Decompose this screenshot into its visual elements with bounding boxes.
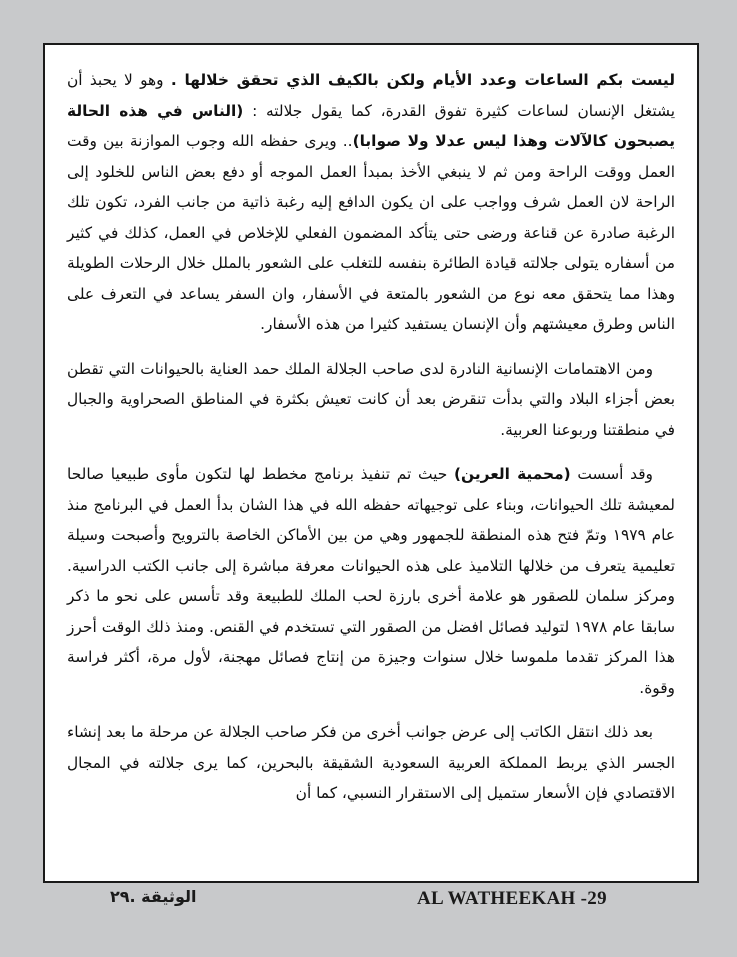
paragraph-1-text-a: وهو لا يحبذ أن يشتغل الإنسان لساعات كثيرة تفوق القدرة، كما يقول جلالته : [67, 71, 676, 120]
paragraph-4: بعد ذلك انتقل الكاتب إلى عرض جوانب أخرى من فكر صاحب الجلالة عن مرحلة ما بعد إنشاء الجسر الذي يربط المملكة العربية السعودية الشقيقة بالبحرين، كما يرى جلالته في المجال الاقتصادي فإن الأسعار ستميل إلى الاستقرار النسبي، كما أن [67, 723, 675, 802]
paragraph-1 [67, 65, 675, 340]
reserve-name: (محمية العرين) [453, 465, 571, 483]
paragraph-1-quote: (الناس في هذه الحالة يصبحون كالآلات وهذا ليس عدلا ولا صوابا) [67, 101, 675, 150]
paragraph-2: ومن الاهتمامات الإنسانية النادرة لدى صاحب الجلالة الملك حمد العناية بالحيوانات التي تقطن بعض أجزاء البلاد والتي بدأت تنقرض بعد أن كانت تعيش بكثرة في المناطق الصحراوية والجبال في منطقتنا وربوعنا العربية. [67, 359, 675, 439]
paragraph-3-text-b: حيث تم تنفيذ برنامج مخطط لها لتكون مأوى طبيعيا صالحا لمعيشة تلك الحيوانات، وبناء على توجيهاته حفظه الله في هذا الشان بدأ العمل في البرنامج منذ عام ١٩٧٩ وتمّ فتح هذه المنطقة للجمهور وهي من بين الأماكن الخاصة بالترويح وأصبحت وسيلة تعليمية يتعرف من خلالها التلاميذ على هذه الحيوانات معرفة مباشرة إلى جانب الكتب الدراسية. ومركز سلمان للصقور هو علامة أخرى بارزة لحب الملك للطبيعة وقد تأسس على نحو ما ذكر سابقا عام ١٩٧٨ لتوليد فصائل افضل من الصقور التي تستخدم في القنص. ومنذ ذلك الوقت أحرز هذا المركز تقدما ملموسا خلال سنوات وجيزة من إنتاج فصائل مهجنة، لأول مرة، أكثر فراسة وقوة. [67, 465, 676, 697]
paragraph-3 [67, 459, 675, 703]
footer-english-title: AL WATHEEKAH -29 [417, 888, 607, 909]
paragraph-1-text-b: .. ويرى حفظه الله وجوب الموازنة بين وقت العمل ووقت الراحة ومن ثم لا ينبغي الأخذ بمبدأ العمل الموجه أو دفع بعض الناس للخلود إلى الراحة لان العمل شرف وواجب على ان يكون الدافع إليه رغبة ذاتية من جانب الفرد، تكون تلك الرغبة صادرة عن قناعة ورضى حتى يتأكد المضمون الفعلي للإخلاص في العمل، كذلك في كثير من أسفاره يتولى جلالته قيادة الطائرة بنفسه للتغلب على الشعور بالملل خلال الرحلات الطويلة وهذا مما يتحقق معه نوع من الشعور بالمتعة في الأسفار، وان السفر يساعد في التعرف على الناس وطرق معيشتهم وأن الإنسان يستفيد كثيرا من هذه الأسفار. [67, 132, 675, 333]
page-frame [43, 43, 699, 883]
paragraph-1-lead: ليست بكم الساعات وعدد الأيام ولكن بالكيف الذي تحقق خلالها . [170, 71, 675, 89]
footer-arabic-title: الوثيقة .٢٩ [110, 887, 197, 906]
article-body [67, 65, 675, 823]
paragraph-3-text-a: وقد أسست [570, 465, 653, 483]
